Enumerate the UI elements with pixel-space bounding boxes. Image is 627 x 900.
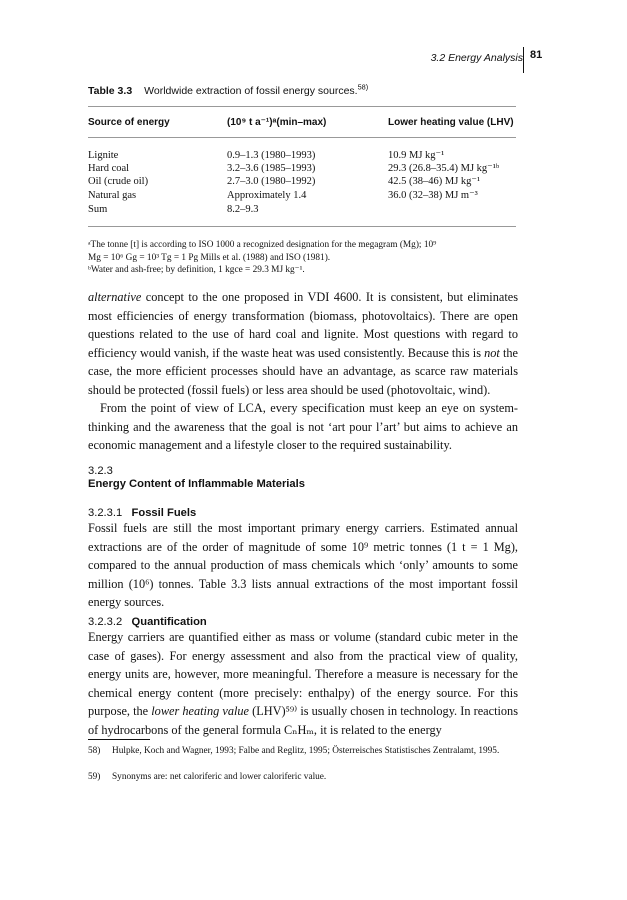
table-caption bbox=[88, 82, 369, 97]
table-title: Worldwide extraction of fossil energy sources. bbox=[144, 85, 358, 97]
paragraph: Energy carriers are quantified either as mass or volume (standard cubic meter in the case of gases). For energy assessment and also from the practical view of quality, energy units are, however, more meaningful. Therefore a measure is necessary for the chemical energy content (more precisely: enthalpy) of the energy source. For this purpose, the lower heating value (LHV)⁵⁹⁾ is usually chosen in technology. In reactions of hydrocarbons of the general formula CₙHₘ, it is related to the energy bbox=[88, 630, 518, 737]
table-header-rule bbox=[88, 137, 516, 138]
table-note: Mg = 10⁶ Gg = 10³ Tg = 1 Pg Mills et al. (1988) and ISO (1981). bbox=[88, 252, 331, 263]
table-note: ᵇWater and ash-free; by definition, 1 kgce = 29.3 MJ kg⁻¹. bbox=[88, 265, 305, 275]
table-cell: 42.5 (38–46) MJ kg⁻¹ bbox=[388, 176, 481, 187]
table-cell: 29.3 (26.8–35.4) MJ kg⁻¹ᵇ bbox=[388, 163, 500, 174]
table-top-rule bbox=[88, 106, 516, 107]
table-title-ref: 58) bbox=[357, 82, 369, 92]
table-cell: 3.2–3.6 (1985–1993) bbox=[227, 163, 316, 174]
table-cell: 2.7–3.0 (1980–1992) bbox=[227, 176, 316, 187]
table-cell: Oil (crude oil) bbox=[88, 176, 149, 187]
page-number: 81 bbox=[530, 49, 543, 61]
subsection-heading-2: 3.2.3.2 Quantification bbox=[88, 616, 207, 628]
table-cell: Natural gas bbox=[88, 190, 137, 201]
section-title: Energy Content of Inflammable Materials bbox=[88, 478, 305, 490]
header-divider bbox=[523, 47, 524, 73]
paragraph: alternative concept to the one proposed in VDI 4600. It is consistent, but eliminates most efficiencies of energy transformation (biomass, photovoltaics). There are open questions related to the use of hard coal and lignite. Most questions with regard to efficiency would vanish, if the waste heat was used consistently. Because this is not the case, the more efficient processes should have an advantage, as scarce raw materials should be protected (fossil fuels) or less area should be used (photovoltaic, wind). bbox=[88, 290, 518, 397]
table-label: Table 3.3 bbox=[88, 85, 133, 97]
table-cell: Approximately 1.4 bbox=[227, 190, 307, 201]
subsection-heading-1: 3.2.3.1 Fossil Fuels bbox=[88, 507, 197, 519]
table-cell: 0.9–1.3 (1980–1993) bbox=[227, 150, 316, 161]
running-header: 3.2 Energy Analysis bbox=[430, 52, 523, 64]
table-cell: Hard coal bbox=[88, 163, 130, 174]
header-extraction: (10⁹ t a⁻¹)ᵃ(min–max) bbox=[227, 117, 327, 128]
table-cell: 36.0 (32–38) MJ m⁻³ bbox=[388, 190, 478, 201]
emphasis: alternative bbox=[88, 290, 142, 304]
header-source: Source of energy bbox=[88, 117, 170, 128]
table-note: ᵃThe tonne [t] is according to ISO 1000 a recognized designation for the megagram (Mg); 10⁹ bbox=[88, 240, 437, 250]
footnote: 59) Synonyms are: net caloriferic and lower caloriferic value. bbox=[88, 772, 327, 782]
footnote-divider bbox=[88, 739, 150, 740]
body-text-top bbox=[88, 288, 518, 455]
table-cell: Lignite bbox=[88, 150, 119, 161]
footnote: 58) Hulpke, Koch and Wagner, 1993; Falbe and Reglitz, 1995; Österreisches Statistisches Zentralamt, 1995. bbox=[88, 746, 500, 756]
table-bottom-rule bbox=[88, 226, 516, 227]
emphasis: not bbox=[484, 345, 500, 360]
header-lhv: Lower heating value (LHV) bbox=[388, 117, 514, 128]
table-notes bbox=[88, 239, 518, 277]
section-number: 3.2.3 bbox=[88, 465, 113, 477]
emphasis: lower heating value bbox=[151, 704, 250, 718]
table-cell: 10.9 MJ kg⁻¹ bbox=[388, 150, 445, 161]
paragraph: From the point of view of LCA, every specification must keep an eye on system-thinking and the awareness that the goal is not ‘art pour l’art’ but aims to achieve an economic management and a lifestyle closer to the required sustainability. bbox=[88, 401, 518, 452]
paragraph: Fossil fuels are still the most important primary energy carriers. Estimated annual extractions are of the order of magnitude of some 10⁹ metric tonnes (1 t = 1 Mg), compared to the annual production of mass chemicals which ‘only’ amounts to some million (10⁶) tonnes. Table 3.3 lists annual extractions of the most important fossil energy sources. bbox=[88, 521, 518, 609]
table-cell: 8.2–9.3 bbox=[227, 204, 259, 215]
table-cell: Sum bbox=[88, 204, 108, 215]
